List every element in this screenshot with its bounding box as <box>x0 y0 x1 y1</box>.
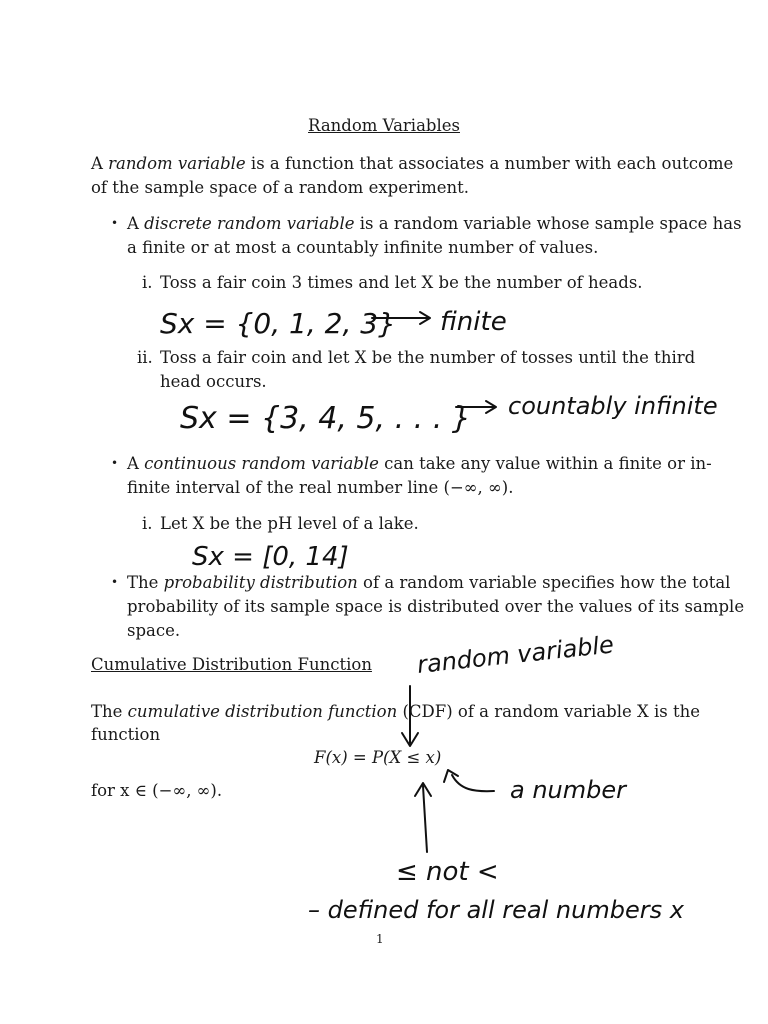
handwritten-countably-infinite: countably infinite <box>508 392 718 420</box>
handwritten-random-variable: random variable <box>415 630 616 679</box>
example-text: Toss a fair coin 3 times and let X be the number of heads. <box>160 273 643 292</box>
example-number: i. <box>142 273 153 292</box>
bullet1-line-2: a finite or at most a countably infinite number of values. <box>127 238 599 257</box>
cdf-domain: for x ∈ (−∞, ∞). <box>91 781 223 800</box>
bullet-icon: • <box>111 456 119 470</box>
page-number: 1 <box>376 932 384 946</box>
example-text: head occurs. <box>160 372 267 391</box>
arrow-head <box>402 733 418 746</box>
bullet2-line-2: finite interval of the real number line (−∞, ∞). <box>127 478 514 497</box>
example-number: i. <box>142 514 153 533</box>
handwritten-a-number: a number <box>510 776 627 804</box>
arrow-line <box>452 775 494 791</box>
bullet3-line-1: The probability distribution of a random variable specifies how the total <box>127 573 731 592</box>
example-text: Let X be the pH level of a lake. <box>160 514 419 533</box>
handwritten-sample-space-2: Sx = {3, 4, 5, . . . } <box>180 401 471 436</box>
arrow-head <box>486 401 496 413</box>
handwritten-not-less-than: ≤ not < <box>396 857 499 887</box>
arrow-head <box>420 312 430 324</box>
bullet3-line-2: probability of its sample space is distributed over the values of its sample <box>127 597 745 616</box>
bullet1-line-1: A discrete random variable is a random variable whose sample space has <box>127 214 742 233</box>
example-text: Toss a fair coin and let X be the number of tosses until the third <box>160 348 696 367</box>
handwritten-defined-for-all: – defined for all real numbers x <box>308 896 684 924</box>
page-title: Random Variables <box>308 116 460 135</box>
bullet2-line-1: A continuous random variable can take any value within a finite or in- <box>127 454 712 473</box>
cdf-line-2: function <box>91 725 161 744</box>
bullet-icon: • <box>111 575 119 589</box>
cdf-line-1: The cumulative distribution function (CDF) of a random variable X is the <box>91 702 701 721</box>
arrow-head <box>444 770 458 782</box>
handwritten-sample-space-3: Sx = [0, 14] <box>192 542 349 572</box>
bullet3-line-3: space. <box>127 621 181 640</box>
handwritten-sample-space-1: Sx = {0, 1, 2, 3} <box>160 307 396 340</box>
arrow-line <box>423 786 427 852</box>
cdf-formula: F(x) = P(X ≤ x) <box>314 748 442 767</box>
section-heading: Cumulative Distribution Function <box>91 655 372 674</box>
intro-line-1: A random variable is a function that associates a number with each outcome <box>91 154 734 173</box>
bullet-icon: • <box>111 216 119 230</box>
arrow-head <box>415 783 431 796</box>
example-number: ii. <box>137 348 153 367</box>
intro-line-2: of the sample space of a random experiment. <box>91 178 470 197</box>
handwritten-finite: finite <box>440 307 507 337</box>
